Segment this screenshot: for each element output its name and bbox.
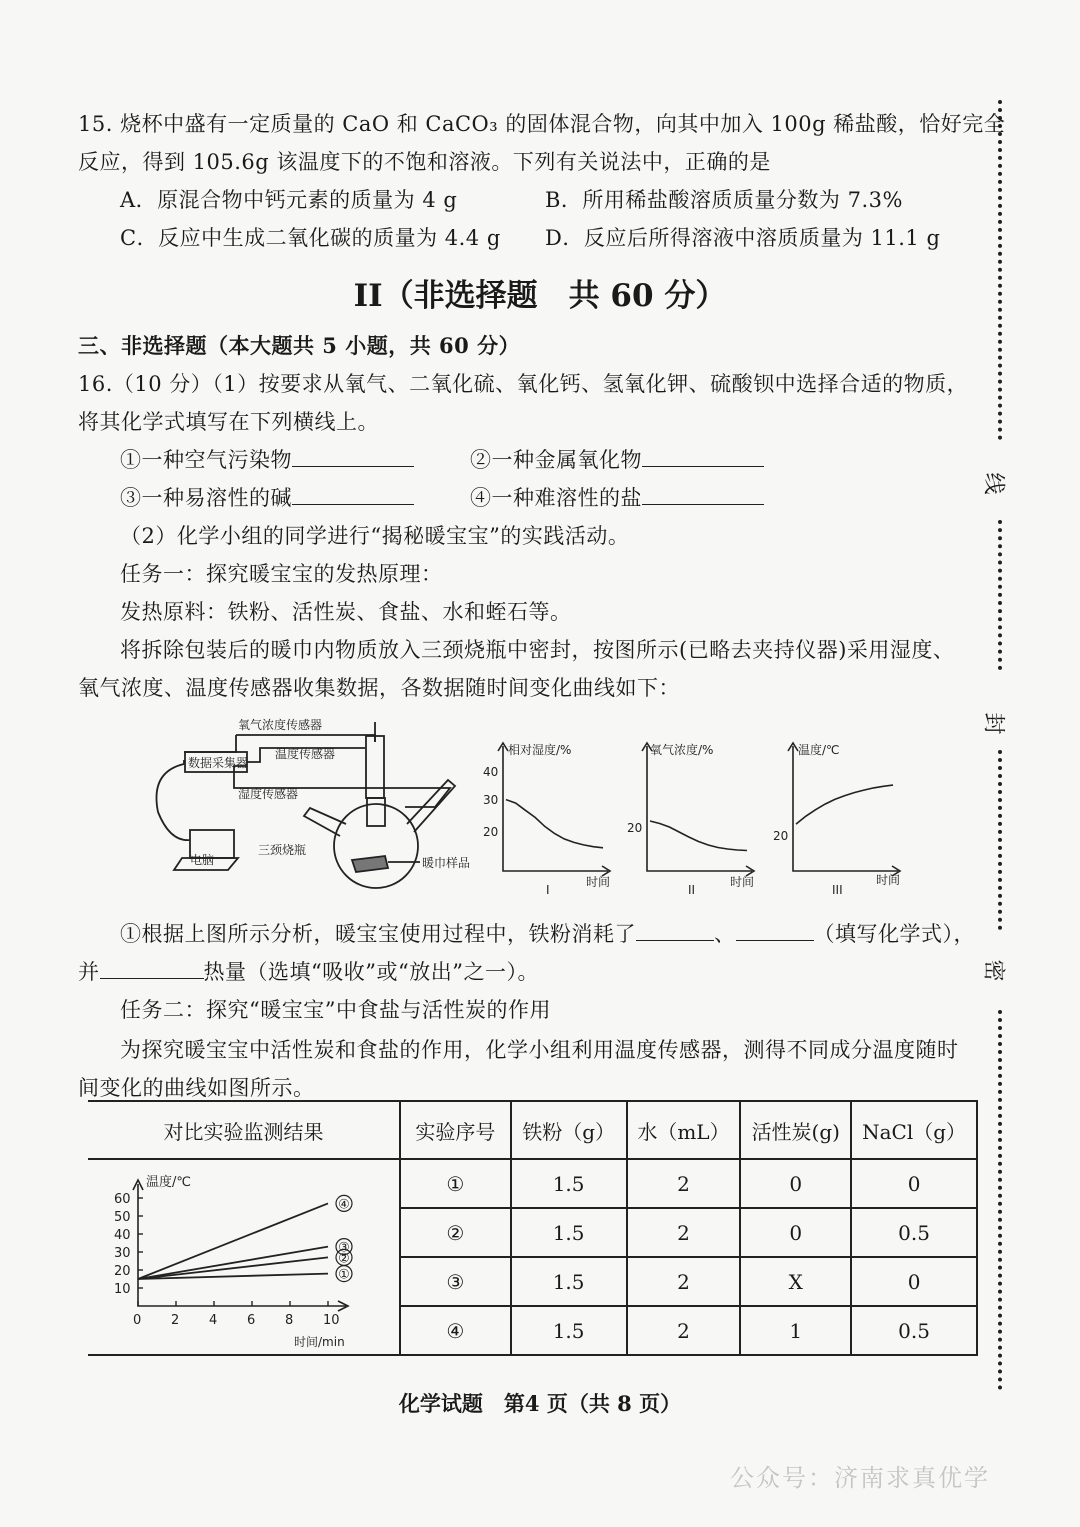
chart-humidity-xlabel: 时间 xyxy=(586,875,611,889)
table-cell: 2 xyxy=(627,1208,741,1257)
y-tick-label: 50 xyxy=(114,1210,131,1225)
table-cell: ③ xyxy=(400,1257,511,1306)
binding-dotted-line xyxy=(998,750,1002,930)
q16-item-1-text: ①一种空气污染物 xyxy=(120,448,292,472)
q16-item-2-text: ②一种金属氧化物 xyxy=(470,448,642,472)
q16-desc-line1: 将拆除包装后的暖巾内物质放入三颈烧瓶中密封，按图所示(已略去夹持仪器)采用湿度、 xyxy=(120,638,955,662)
q16-desc-line2: 氧气浓度、温度传感器收集数据，各数据随时间变化曲线如下： xyxy=(78,676,680,700)
table-cell: 0 xyxy=(740,1208,851,1257)
table-header-row xyxy=(88,1101,977,1159)
q16-item-4-text: ④一种难溶性的盐 xyxy=(470,486,642,510)
apparatus-label-data-collector: 数据采集器 xyxy=(188,756,249,770)
answer-blank[interactable] xyxy=(642,448,764,467)
chart-humidity-title: I xyxy=(546,883,550,896)
table-cell: X xyxy=(740,1257,851,1306)
chart-temperature-ytick: 20 xyxy=(773,829,789,843)
series-label-3: ③ xyxy=(338,1240,350,1256)
apparatus-label-temp-sensor: 温度传感器 xyxy=(275,747,336,761)
x-tick-label: 6 xyxy=(247,1313,256,1328)
y-tick-label: 40 xyxy=(114,1228,131,1243)
chart-oxygen xyxy=(622,736,762,896)
y-tick-label: 10 xyxy=(114,1282,131,1297)
chart-temperature xyxy=(768,736,908,896)
table-cell: ④ xyxy=(400,1306,511,1355)
answer-blank[interactable] xyxy=(636,922,714,941)
comparison-chart-ylabel: 温度/℃ xyxy=(146,1175,191,1190)
q16-task2-desc-line1: 为探究暖宝宝中活性炭和食盐的作用，化学小组利用温度传感器，测得不同成分温度随时 xyxy=(120,1038,959,1062)
chart-humidity-ytick: 30 xyxy=(483,793,499,807)
answer-blank[interactable] xyxy=(100,960,204,979)
x-tick-label: 4 xyxy=(209,1313,218,1328)
table-cell: ① xyxy=(400,1159,511,1208)
q16-sub1-text-a: ①根据上图所示分析，暖宝宝使用过程中，铁粉消耗了 xyxy=(120,922,636,946)
binding-label-secret: 密 xyxy=(980,959,1006,982)
binding-label-seal: 封 xyxy=(980,712,1006,735)
q16-stem-line1: 16.（10 分）（1）按要求从氧气、二氧化硫、氧化钙、氢氧化钾、硫酸钡中选择合适的物质， xyxy=(78,372,969,396)
chart-humidity-ytick: 20 xyxy=(483,825,499,839)
q16-item-4 xyxy=(470,482,764,512)
q16-sub1-text-c: 并 xyxy=(78,960,100,984)
table-cell: 0 xyxy=(740,1159,851,1208)
q16-sub1-line1: ①根据上图所示分析，暖宝宝使用过程中，铁粉消耗了 、 （填写化学式）， xyxy=(120,922,975,946)
answer-blank[interactable] xyxy=(292,486,414,505)
chart-humidity-curve xyxy=(506,800,603,848)
answer-blank[interactable] xyxy=(642,486,764,505)
comparison-table xyxy=(88,1100,978,1356)
chart-temperature-ylabel: 温度/℃ xyxy=(798,743,840,757)
chart-temperature-curve xyxy=(796,785,893,824)
table-header: NaCl（g） xyxy=(851,1101,977,1159)
apparatus-label-flask: 三颈烧瓶 xyxy=(258,843,307,857)
comparison-chart xyxy=(88,1162,388,1352)
table-cell: 0 xyxy=(851,1257,977,1306)
table-header: 铁粉（g） xyxy=(511,1101,627,1159)
q15-option-a: A．原混合物中钙元素的质量为 4 g xyxy=(120,188,458,212)
q15-stem-line2: 反应，得到 105.6g 该温度下的不饱和溶液。下列有关说法中，正确的是 xyxy=(78,150,771,174)
y-tick-label: 30 xyxy=(114,1246,131,1261)
q15-option-c: C．反应中生成二氧化碳的质量为 4.4 g xyxy=(120,226,501,250)
q16-item-1 xyxy=(120,444,414,474)
table-row xyxy=(88,1159,977,1208)
table-cell: 1.5 xyxy=(511,1257,627,1306)
page-footer: 化学试题 第4 页（共 8 页） xyxy=(398,1391,682,1416)
table-cell: 1.5 xyxy=(511,1306,627,1355)
y-tick-label: 60 xyxy=(114,1192,131,1207)
table-cell: 2 xyxy=(627,1257,741,1306)
table-cell: 1.5 xyxy=(511,1208,627,1257)
table-cell: 0 xyxy=(851,1159,977,1208)
table-cell: 2 xyxy=(627,1159,741,1208)
table-cell: 1.5 xyxy=(511,1159,627,1208)
q16-item-2 xyxy=(470,444,764,474)
apparatus-label-o2-sensor: 氧气浓度传感器 xyxy=(238,718,323,732)
x-tick-label: 2 xyxy=(171,1313,180,1328)
x-tick-label: 0 xyxy=(133,1313,142,1328)
table-header: 活性炭(g) xyxy=(740,1101,851,1159)
q16-part2-intro: （2）化学小组的同学进行“揭秘暖宝宝”的实践活动。 xyxy=(120,524,630,548)
q16-sub1-text-d: 热量（选填“吸收”或“放出”之一）。 xyxy=(203,960,539,984)
x-tick-label: 8 xyxy=(285,1313,294,1328)
series-label-4: ④ xyxy=(338,1197,350,1213)
table-cell: 1 xyxy=(740,1306,851,1355)
apparatus-label-sample: 暖巾样品 xyxy=(422,856,471,870)
q16-stem-line2: 将其化学式填写在下列横线上。 xyxy=(78,410,379,434)
apparatus-label-computer: 电脑 xyxy=(190,853,215,867)
q16-task2-desc-line2: 间变化的曲线如图所示。 xyxy=(78,1076,315,1100)
series-label-2: ② xyxy=(338,1251,350,1267)
q16-sub1-text-b: （填写化学式）， xyxy=(813,922,975,946)
section3-title: 三、非选择题（本大题共 5 小题，共 60 分） xyxy=(78,333,521,358)
comparison-chart-cell xyxy=(88,1159,400,1355)
binding-label-line: 线 xyxy=(980,472,1006,495)
chart-oxygen-xlabel: 时间 xyxy=(730,875,755,889)
q16-task1-title: 任务一：探究暖宝宝的发热原理： xyxy=(120,562,443,586)
q16-item-3-text: ③一种易溶性的碱 xyxy=(120,486,292,510)
chart-humidity xyxy=(478,736,618,896)
table-cell: 0.5 xyxy=(851,1208,977,1257)
chart-temperature-xlabel: 时间 xyxy=(876,873,901,887)
x-tick-label: 10 xyxy=(323,1313,340,1328)
chart-oxygen-curve xyxy=(650,821,747,851)
table-header: 实验序号 xyxy=(400,1101,511,1159)
q15-option-b: B．所用稀盐酸溶质质量分数为 7.3% xyxy=(545,188,903,212)
comparison-chart-xlabel: 时间/min xyxy=(294,1335,345,1349)
chart-temperature-title: III xyxy=(832,883,843,896)
answer-blank[interactable] xyxy=(292,448,414,467)
binding-dotted-line xyxy=(998,520,1002,670)
table-header: 水（mL） xyxy=(627,1101,741,1159)
chart-oxygen-ytick: 20 xyxy=(627,821,643,835)
q16-task2-title: 任务二：探究“暖宝宝”中食盐与活性炭的作用 xyxy=(120,998,551,1022)
q16-materials: 发热原料：铁粉、活性炭、食盐、水和蛭石等。 xyxy=(120,600,572,624)
y-tick-label: 20 xyxy=(114,1264,131,1279)
binding-dotted-line xyxy=(998,1010,1002,1390)
answer-blank[interactable] xyxy=(736,922,814,941)
apparatus-diagram xyxy=(150,712,490,892)
part2-title: II（非选择题 共 60 分） xyxy=(353,278,727,314)
chart-humidity-ytick: 40 xyxy=(483,765,499,779)
chart-header-cell: 对比实验监测结果 xyxy=(88,1101,400,1159)
apparatus-label-humidity-sensor: 湿度传感器 xyxy=(238,787,299,801)
table-cell: 2 xyxy=(627,1306,741,1355)
table-cell: 0.5 xyxy=(851,1306,977,1355)
watermark: 公众号：济南求真优学 xyxy=(730,1464,990,1492)
chart-humidity-ylabel: 相对湿度/% xyxy=(508,743,572,757)
chart-oxygen-ylabel: 氧气浓度/% xyxy=(650,743,714,757)
series-label-1: ① xyxy=(338,1267,350,1283)
q15-stem-line1: 15. 烧杯中盛有一定质量的 CaO 和 CaCO₃ 的固体混合物，向其中加入 100g 稀盐酸，恰好完全 xyxy=(78,112,1006,136)
chart-oxygen-title: II xyxy=(688,883,696,896)
q16-item-3 xyxy=(120,482,414,512)
q16-sub1-line2 xyxy=(78,956,539,986)
table-cell: ② xyxy=(400,1208,511,1257)
q15-option-d: D．反应后所得溶液中溶质质量为 11.1 g xyxy=(545,226,941,250)
